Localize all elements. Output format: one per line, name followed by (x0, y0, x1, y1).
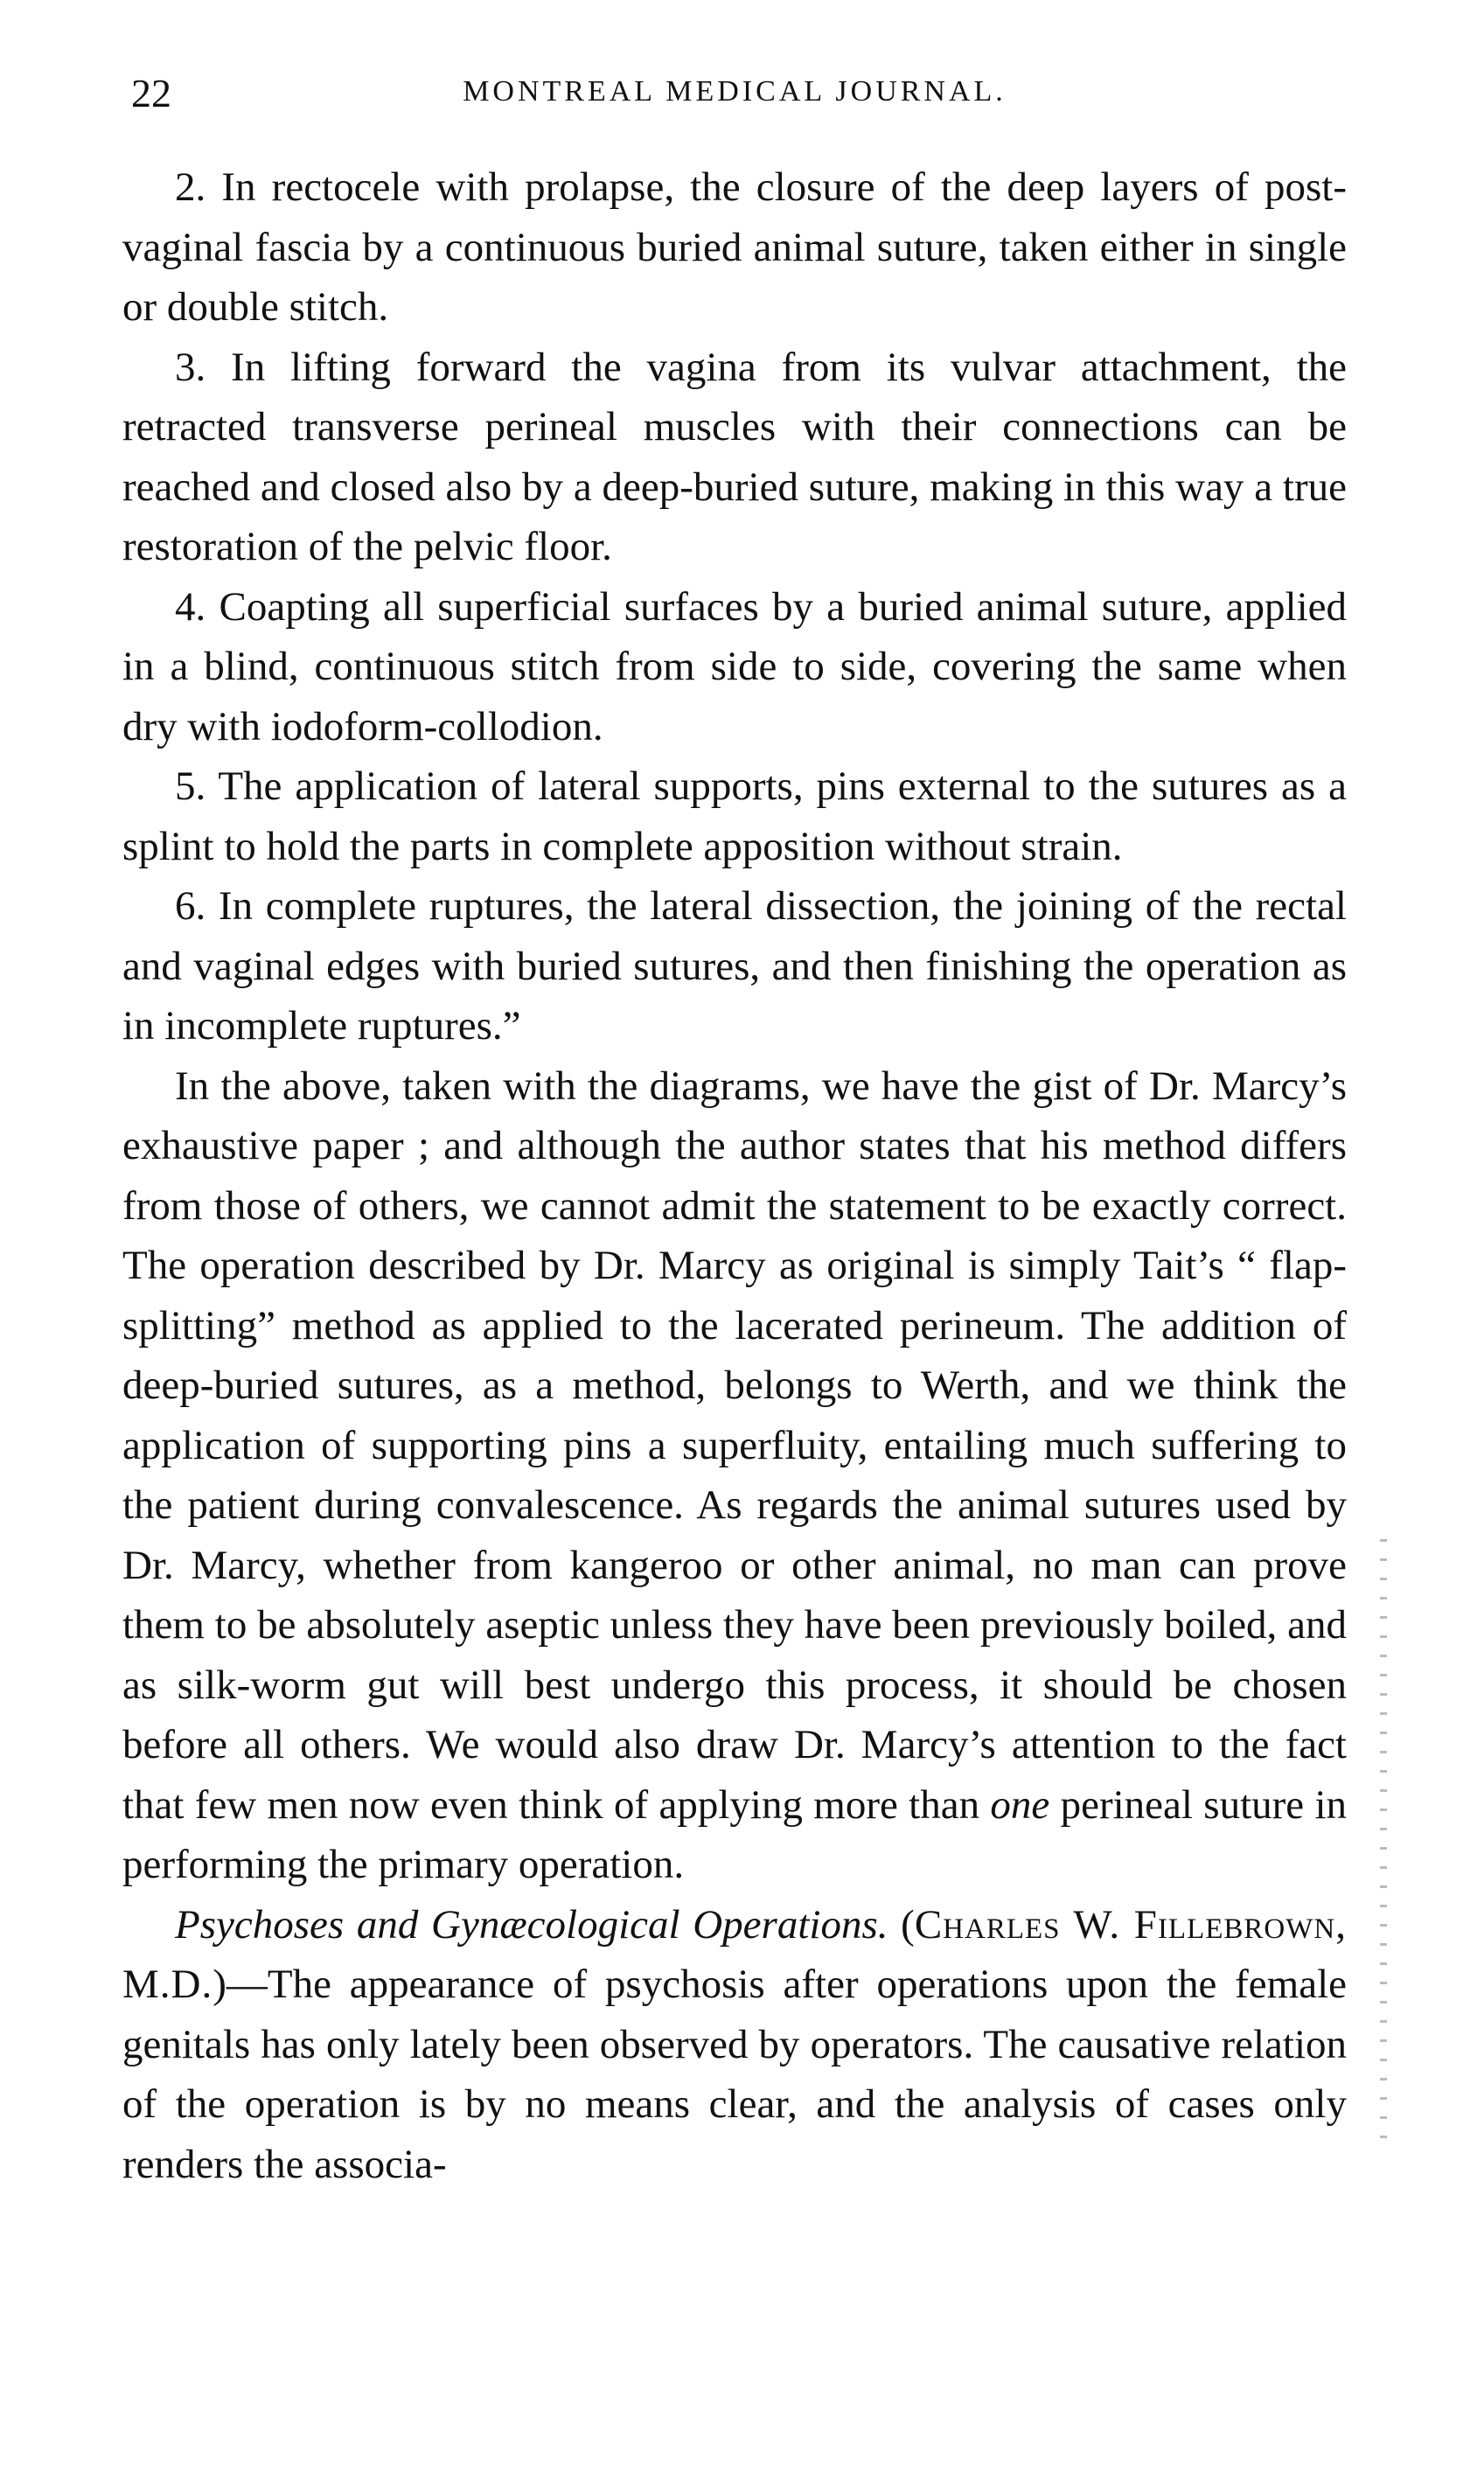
author-name: Charles W. Fillebrown, M.D. (122, 1901, 1347, 2007)
body-text (122, 157, 1347, 2194)
psychoses-text: —The appearance of psychosis after operations upon the female genitals has only lately been observed by operators. The causative relation of the operation is by no means clear, and the analysis of cases only renders the associa- (122, 1962, 1347, 2187)
author-open: ( (888, 1901, 915, 1948)
document-page (122, 70, 1347, 2194)
journal-title: MONTREAL MEDICAL JOURNAL. (463, 75, 1007, 108)
commentary-tail: perineal suture in performing the primary operation. (122, 1781, 1348, 1887)
paragraph-item-3: 3. In lifting forward the vagina from its vulvar attachment, the retracted transverse perineal muscles with their connections can be reached and closed also by a deep-buried suture, making in this way a true restoration of the pelvic floor. (122, 344, 1347, 569)
paragraph-psychoses (122, 1895, 1347, 2195)
section-heading: Psychoses and Gynæcological Operations. (175, 1901, 888, 1948)
paragraph-item-4: 4. Coapting all superficial surfaces by a buried animal suture, applied in a blind, continuous stitch from side to side, covering the same when dry with iodoform-collodion. (122, 583, 1347, 749)
author-close: ) (212, 1962, 226, 2007)
paragraph-item-6: 6. In complete ruptures, the lateral dissection, the joining of the rectal and vaginal edges with buried sutures, and then finishing the operation as in incomplete ruptures.” (122, 883, 1347, 1049)
page-number: 22 (131, 71, 171, 115)
emphasis-one: one (990, 1781, 1050, 1828)
paragraph-item-5: 5. The application of lateral supports, pins external to the sutures as a splint to hold the parts in complete apposition without strain. (122, 763, 1347, 869)
margin-speckle (1380, 1539, 1387, 2151)
commentary-text: In the above, taken with the diagrams, we have the gist of Dr. Marcy’s exhaustive paper ; and although the author states that his method differs from those of others, we cannot admit the statement to be exactly correct. The operation described by Dr. Marcy as original is simply Tait’s “ flap-splitting” method as applied to the lacerated perineum. The addition of deep-buried sutures, as a method, belongs to Werth, and we think the application of supporting pins a superfluity, entailing much suffering to the patient during convalescence. As regards the animal sutures used by Dr. Marcy, whether from kangeroo or other animal, no man can prove them to be absolutely aseptic unless they have been previously boiled, and as silk-worm gut will best undergo this process, it should be chosen before all others. We would also draw Dr. Marcy’s attention to the fact that few men now even think of applying more than (122, 1063, 1347, 1828)
running-head (122, 70, 1347, 122)
paragraph-item-2: 2. In rectocele with prolapse, the closure of the deep layers of post-vaginal fascia by a continuous buried animal suture, taken either in single or double stitch. (122, 164, 1347, 330)
paragraph-commentary (122, 1056, 1347, 1895)
